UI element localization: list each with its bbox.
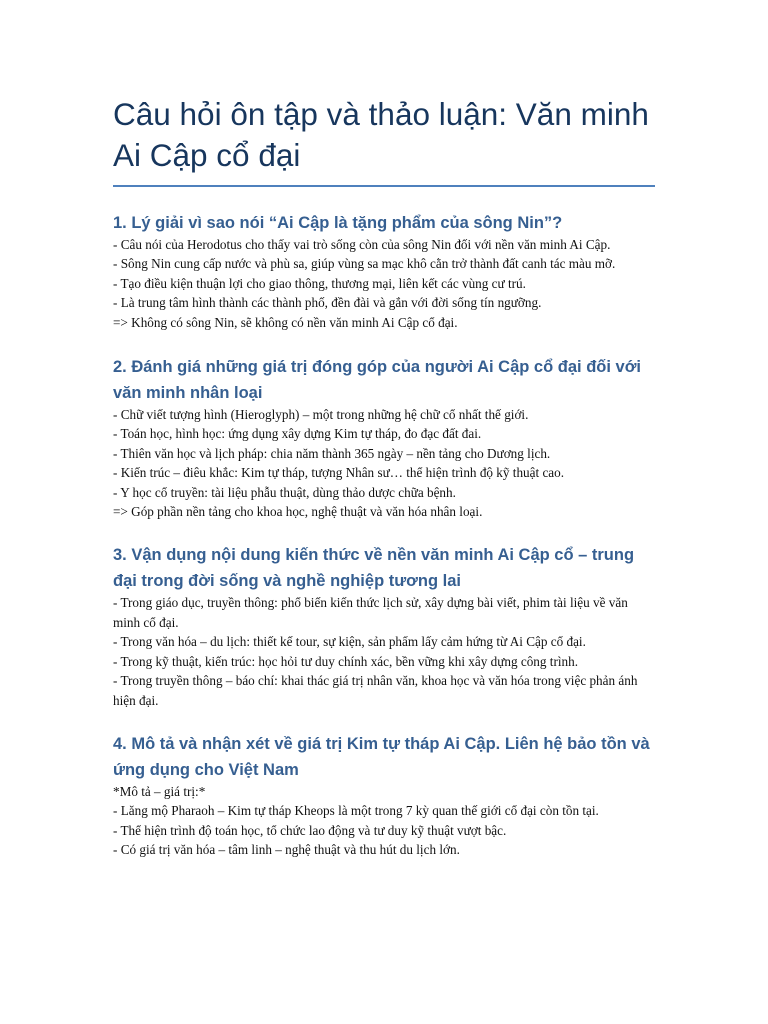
section-3-line: - Trong kỹ thuật, kiến trúc: học hỏi tư duy chính xác, bền vững khi xây dựng công trình. [113, 653, 578, 669]
section-4-line: - Có giá trị văn hóa – tâm linh – nghệ thuật và thu hút du lịch lớn. [113, 842, 460, 858]
section-1-heading: 1. Lý giải vì sao nói “Ai Cập là tặng phẩm của sông Nin”? [113, 214, 563, 232]
section-2-conclusion: => Góp phần nền tảng cho khoa học, nghệ thuật và văn hóa nhân loại. [113, 504, 483, 520]
section-2-line: - Chữ viết tượng hình (Hieroglyph) – một trong những hệ chữ cổ nhất thế giới. [113, 407, 529, 423]
section-4-body [113, 782, 658, 860]
section-4-heading: 4. Mô tả và nhận xét về giá trị Kim tự tháp Ai Cập. Liên hệ bảo tồn và ứng dụng cho Việt Nam [113, 734, 650, 779]
section-3-line: - Trong truyền thông – báo chí: khai thác giá trị nhân văn, khoa học và văn hóa trong việc phản ánh hiện đại. [113, 673, 638, 708]
section-3-body [113, 593, 658, 709]
section-2-line: - Kiến trúc – điêu khắc: Kim tự tháp, tượng Nhân sư… thể hiện trình độ kỹ thuật cao. [113, 465, 565, 481]
section-4-line: - Lăng mộ Pharaoh – Kim tự tháp Kheops là một trong 7 kỳ quan thế giới cổ đại còn tồn tại. [113, 803, 599, 819]
section-3-heading: 3. Vận dụng nội dung kiến thức về nền văn minh Ai Cập cổ – trung đại trong đời sống và nghề nghiệp tương lai [113, 546, 635, 591]
section-1-conclusion: => Không có sông Nin, sẽ không có nền văn minh Ai Cập cổ đại. [113, 314, 458, 330]
section-1-line: - Câu nói của Herodotus cho thấy vai trò sống còn của sông Nin đối với nền văn minh Ai Cập. [113, 237, 611, 252]
section-2-body [113, 405, 658, 521]
section-1-line: - Là trung tâm hình thành các thành phố, đền đài và gắn với đời sống tín ngưỡng. [113, 295, 542, 311]
section-2-line: - Thiên văn học và lịch pháp: chia năm thành 365 ngày – nền tảng cho Dương lịch. [113, 445, 551, 461]
section-2-line: - Y học cổ truyền: tài liệu phẫu thuật, dùng thảo dược chữa bệnh. [113, 484, 456, 500]
section-3-line: - Trong văn hóa – du lịch: thiết kế tour, sự kiện, sản phẩm lấy cảm hứng từ Ai Cập cổ đại. [113, 634, 586, 650]
section-1-body [113, 235, 658, 332]
section-4-line: - Thể hiện trình độ toán học, tổ chức lao động và tư duy kỹ thuật vượt bậc. [113, 822, 507, 838]
section-4-subheading: *Mô tả – giá trị:* [113, 783, 206, 799]
title-underline [113, 185, 655, 187]
section-3 [113, 542, 658, 709]
section-1-line: - Tạo điều kiện thuận lợi cho giao thông, thương mại, liên kết các vùng cư trú. [113, 275, 526, 291]
section-2 [113, 354, 658, 521]
document-page [113, 0, 658, 860]
section-2-heading: 2. Đánh giá những giá trị đóng góp của người Ai Cập cổ đại đối với văn minh nhân loại [113, 358, 642, 403]
section-1-line: - Sông Nin cung cấp nước và phù sa, giúp vùng sa mạc khô cằn trở thành đất canh tác màu mỡ. [113, 256, 616, 272]
section-1 [113, 210, 658, 332]
page-title: Câu hỏi ôn tập và thảo luận: Văn minh Ai Cập cổ đại [113, 96, 649, 173]
section-3-line: - Trong giáo dục, truyền thông: phổ biến kiến thức lịch sử, xây dựng bài viết, phim tài liệu về văn minh cổ đại. [113, 595, 628, 630]
section-2-line: - Toán học, hình học: ứng dụng xây dựng Kim tự tháp, đo đạc đất đai. [113, 426, 482, 442]
section-4 [113, 731, 658, 860]
